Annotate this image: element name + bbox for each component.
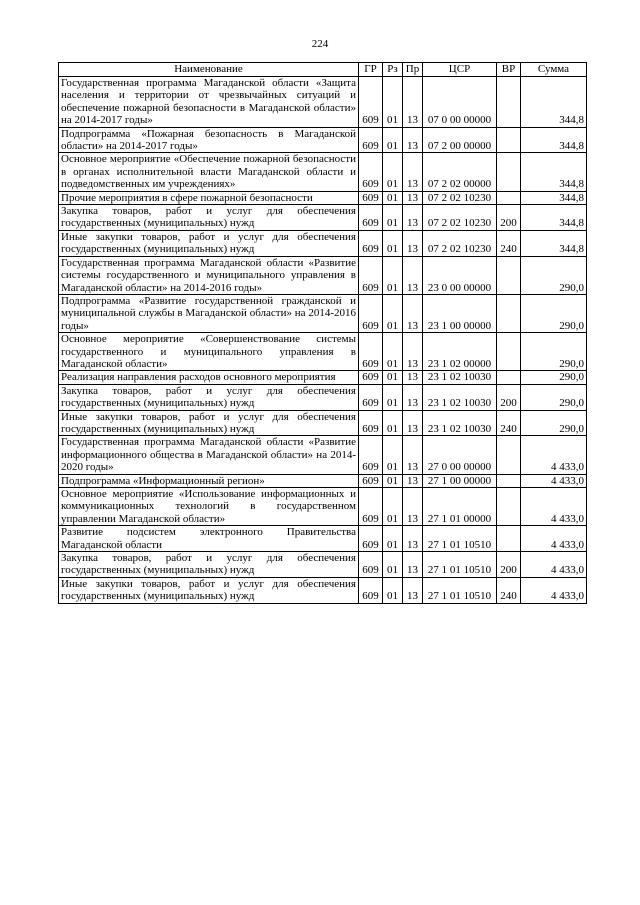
header-name: Наименование xyxy=(59,63,359,77)
cell-gr: 609 xyxy=(359,577,383,603)
cell-gr: 609 xyxy=(359,552,383,578)
table-row xyxy=(59,526,587,552)
table-row xyxy=(59,153,587,191)
cell-vr xyxy=(497,294,521,332)
cell-csr: 23 0 00 00000 xyxy=(423,256,497,294)
cell-gr: 609 xyxy=(359,384,383,410)
cell-gr: 609 xyxy=(359,230,383,256)
cell-rz: 01 xyxy=(383,488,403,526)
cell-rz: 01 xyxy=(383,127,403,153)
header-vr: ВР xyxy=(497,63,521,77)
cell-gr: 609 xyxy=(359,77,383,128)
table-row xyxy=(59,333,587,371)
cell-name: Государственная программа Магаданской области «Защита населения и территории от чрезвычайных ситуаций и обеспечение пожарной безопасности в Магаданской области» на 2014-2017 годы» xyxy=(59,77,359,128)
cell-pr: 13 xyxy=(403,577,423,603)
table-row xyxy=(59,191,587,204)
cell-sum: 290,0 xyxy=(521,384,587,410)
cell-rz: 01 xyxy=(383,294,403,332)
cell-rz: 01 xyxy=(383,77,403,128)
cell-gr: 609 xyxy=(359,294,383,332)
cell-vr: 200 xyxy=(497,205,521,231)
cell-csr: 27 1 01 00000 xyxy=(423,488,497,526)
cell-csr: 23 1 02 10030 xyxy=(423,384,497,410)
table-row xyxy=(59,410,587,436)
cell-csr: 07 2 00 00000 xyxy=(423,127,497,153)
cell-csr: 27 1 01 10510 xyxy=(423,526,497,552)
cell-pr: 13 xyxy=(403,77,423,128)
header-csr: ЦСР xyxy=(423,63,497,77)
cell-csr: 23 1 02 00000 xyxy=(423,333,497,371)
cell-vr xyxy=(497,77,521,128)
cell-pr: 13 xyxy=(403,294,423,332)
cell-vr xyxy=(497,371,521,384)
table-row xyxy=(59,384,587,410)
cell-gr: 609 xyxy=(359,191,383,204)
cell-name: Закупка товаров, работ и услуг для обеспечения государственных (муниципальных) нужд xyxy=(59,205,359,231)
cell-pr: 13 xyxy=(403,436,423,474)
cell-sum: 290,0 xyxy=(521,410,587,436)
cell-vr xyxy=(497,153,521,191)
cell-pr: 13 xyxy=(403,526,423,552)
cell-gr: 609 xyxy=(359,488,383,526)
cell-sum: 290,0 xyxy=(521,256,587,294)
cell-rz: 01 xyxy=(383,552,403,578)
table-row xyxy=(59,294,587,332)
cell-gr: 609 xyxy=(359,436,383,474)
cell-rz: 01 xyxy=(383,474,403,487)
cell-pr: 13 xyxy=(403,371,423,384)
cell-rz: 01 xyxy=(383,191,403,204)
cell-csr: 27 1 01 10510 xyxy=(423,577,497,603)
cell-csr: 07 0 00 00000 xyxy=(423,77,497,128)
cell-gr: 609 xyxy=(359,127,383,153)
cell-name: Закупка товаров, работ и услуг для обеспечения государственных (муниципальных) нужд xyxy=(59,384,359,410)
cell-sum: 344,8 xyxy=(521,127,587,153)
cell-vr xyxy=(497,127,521,153)
cell-name: Иные закупки товаров, работ и услуг для обеспечения государственных (муниципальных) нужд xyxy=(59,577,359,603)
table-row xyxy=(59,577,587,603)
cell-pr: 13 xyxy=(403,488,423,526)
table-row xyxy=(59,230,587,256)
cell-vr: 200 xyxy=(497,552,521,578)
cell-sum: 290,0 xyxy=(521,333,587,371)
cell-rz: 01 xyxy=(383,436,403,474)
cell-sum: 4 433,0 xyxy=(521,488,587,526)
cell-gr: 609 xyxy=(359,256,383,294)
cell-name: Прочие мероприятия в сфере пожарной безопасности xyxy=(59,191,359,204)
cell-csr: 23 1 00 00000 xyxy=(423,294,497,332)
cell-name: Основное мероприятие «Обеспечение пожарной безопасности в органах исполнительной власти Магаданской области и подведомственных им учреждениях» xyxy=(59,153,359,191)
cell-csr: 27 0 00 00000 xyxy=(423,436,497,474)
cell-vr xyxy=(497,191,521,204)
cell-name: Подпрограмма «Развитие государственной гражданской и муниципальной службы в Магаданской области» на 2014-2016 годы» xyxy=(59,294,359,332)
table-row xyxy=(59,552,587,578)
cell-rz: 01 xyxy=(383,230,403,256)
cell-name: Иные закупки товаров, работ и услуг для обеспечения государственных (муниципальных) нужд xyxy=(59,410,359,436)
cell-vr: 240 xyxy=(497,577,521,603)
table-header-row xyxy=(59,63,587,77)
cell-csr: 23 1 02 10030 xyxy=(423,371,497,384)
cell-vr xyxy=(497,333,521,371)
cell-sum: 344,8 xyxy=(521,153,587,191)
cell-sum: 4 433,0 xyxy=(521,526,587,552)
cell-pr: 13 xyxy=(403,256,423,294)
cell-sum: 344,8 xyxy=(521,205,587,231)
cell-sum: 4 433,0 xyxy=(521,474,587,487)
table-row xyxy=(59,205,587,231)
cell-pr: 13 xyxy=(403,333,423,371)
cell-vr xyxy=(497,256,521,294)
cell-pr: 13 xyxy=(403,384,423,410)
page-number: 224 xyxy=(311,38,329,50)
cell-gr: 609 xyxy=(359,410,383,436)
header-gr: ГР xyxy=(359,63,383,77)
cell-name: Подпрограмма «Информационный регион» xyxy=(59,474,359,487)
table-row xyxy=(59,256,587,294)
cell-sum: 344,8 xyxy=(521,77,587,128)
table-row xyxy=(59,436,587,474)
cell-rz: 01 xyxy=(383,410,403,436)
cell-sum: 4 433,0 xyxy=(521,436,587,474)
table-row xyxy=(59,474,587,487)
cell-vr xyxy=(497,436,521,474)
cell-csr: 27 1 00 00000 xyxy=(423,474,497,487)
cell-csr: 07 2 02 10230 xyxy=(423,230,497,256)
cell-name: Подпрограмма «Пожарная безопасность в Магаданской области» на 2014-2017 годы» xyxy=(59,127,359,153)
cell-rz: 01 xyxy=(383,371,403,384)
cell-name: Основное мероприятие «Использование информационных и коммуникационных технологий в государственном управлении Магаданской области» xyxy=(59,488,359,526)
cell-gr: 609 xyxy=(359,205,383,231)
cell-gr: 609 xyxy=(359,371,383,384)
table-row xyxy=(59,77,587,128)
cell-name: Государственная программа Магаданской области «Развитие системы государственного и муниципального управления в Магаданской области» на 2014-2016 годы» xyxy=(59,256,359,294)
cell-csr: 23 1 02 10030 xyxy=(423,410,497,436)
cell-sum: 290,0 xyxy=(521,294,587,332)
cell-pr: 13 xyxy=(403,191,423,204)
budget-table xyxy=(58,62,587,604)
cell-sum: 4 433,0 xyxy=(521,577,587,603)
cell-name: Иные закупки товаров, работ и услуг для обеспечения государственных (муниципальных) нужд xyxy=(59,230,359,256)
cell-vr: 240 xyxy=(497,410,521,436)
cell-pr: 13 xyxy=(403,153,423,191)
cell-gr: 609 xyxy=(359,153,383,191)
cell-sum: 4 433,0 xyxy=(521,552,587,578)
cell-pr: 13 xyxy=(403,474,423,487)
cell-name: Государственная программа Магаданской области «Развитие информационного общества в Магаданской области» на 2014-2020 годы» xyxy=(59,436,359,474)
cell-vr: 200 xyxy=(497,384,521,410)
cell-gr: 609 xyxy=(359,474,383,487)
cell-rz: 01 xyxy=(383,153,403,191)
cell-csr: 07 2 02 10230 xyxy=(423,191,497,204)
cell-gr: 609 xyxy=(359,526,383,552)
table-row xyxy=(59,488,587,526)
header-rz: Рз xyxy=(383,63,403,77)
cell-sum: 344,8 xyxy=(521,191,587,204)
cell-name: Реализация направления расходов основного мероприятия xyxy=(59,371,359,384)
cell-vr xyxy=(497,526,521,552)
header-sum: Сумма xyxy=(521,63,587,77)
cell-csr: 07 2 02 10230 xyxy=(423,205,497,231)
cell-name: Основное мероприятие «Совершенствование системы государственного и муниципального управления в Магаданской области» xyxy=(59,333,359,371)
cell-vr: 240 xyxy=(497,230,521,256)
cell-vr xyxy=(497,474,521,487)
cell-pr: 13 xyxy=(403,230,423,256)
cell-csr: 07 2 02 00000 xyxy=(423,153,497,191)
cell-sum: 344,8 xyxy=(521,230,587,256)
cell-rz: 01 xyxy=(383,333,403,371)
cell-sum: 290,0 xyxy=(521,371,587,384)
cell-rz: 01 xyxy=(383,384,403,410)
cell-rz: 01 xyxy=(383,205,403,231)
cell-vr xyxy=(497,488,521,526)
table-row xyxy=(59,127,587,153)
cell-name: Развитие подсистем электронного Правительства Магаданской области xyxy=(59,526,359,552)
cell-name: Закупка товаров, работ и услуг для обеспечения государственных (муниципальных) нужд xyxy=(59,552,359,578)
cell-rz: 01 xyxy=(383,526,403,552)
table-row xyxy=(59,371,587,384)
cell-pr: 13 xyxy=(403,127,423,153)
cell-pr: 13 xyxy=(403,205,423,231)
table-body xyxy=(59,77,587,604)
cell-rz: 01 xyxy=(383,577,403,603)
cell-gr: 609 xyxy=(359,333,383,371)
cell-pr: 13 xyxy=(403,410,423,436)
cell-csr: 27 1 01 10510 xyxy=(423,552,497,578)
header-pr: Пр xyxy=(403,63,423,77)
cell-pr: 13 xyxy=(403,552,423,578)
cell-rz: 01 xyxy=(383,256,403,294)
